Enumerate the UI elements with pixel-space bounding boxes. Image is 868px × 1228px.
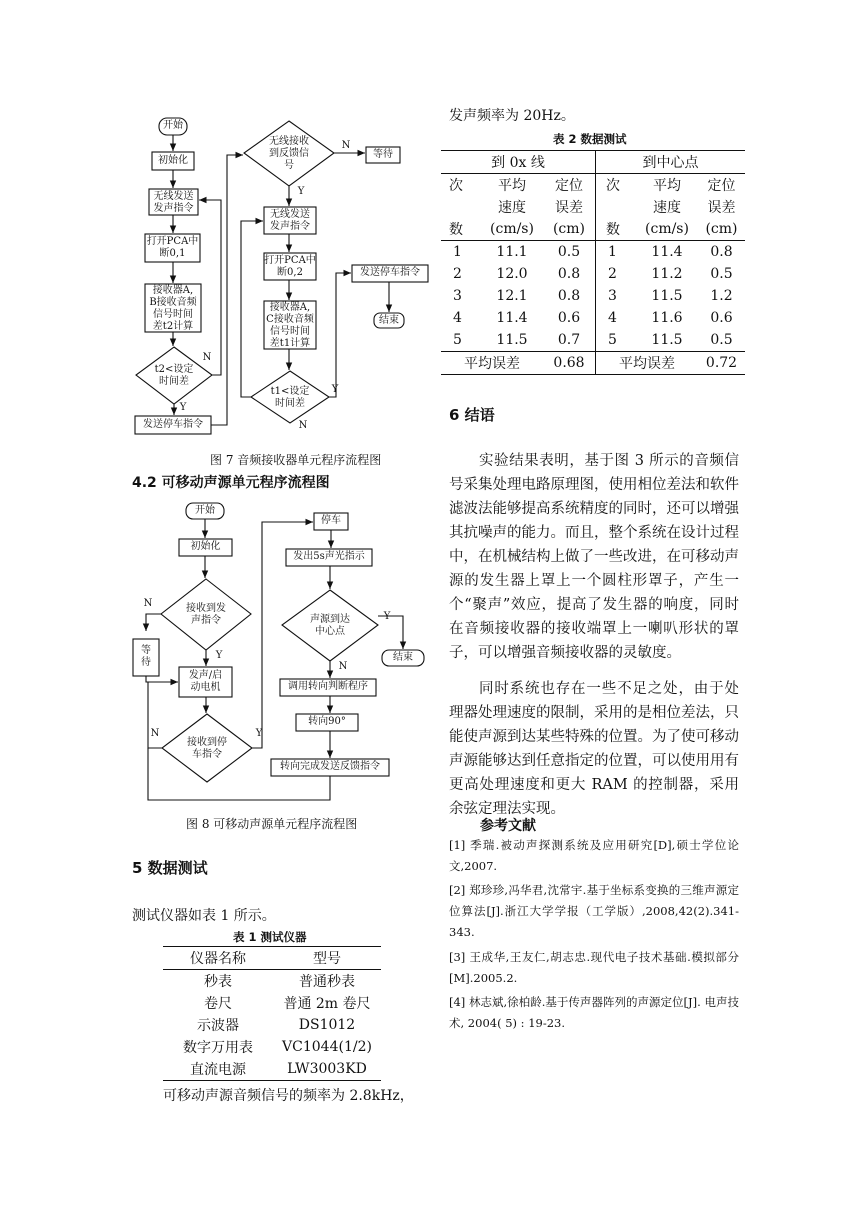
table-1-header: [163, 947, 381, 970]
table-2-subheader-cell: 平均: [498, 178, 526, 194]
table-2-subheader-cell: 数: [449, 222, 463, 238]
table-cell: DS1012: [298, 1017, 356, 1033]
table-cell: 数字万用表: [183, 1040, 253, 1056]
table-cell: 0.8: [710, 244, 733, 260]
table-2-subheader-cell: (cm): [543, 218, 596, 241]
table-2-subheader-cell: 平均: [653, 178, 681, 194]
table-row: [163, 1036, 381, 1058]
table-2-subheader: [441, 174, 745, 197]
table-1-header-cell: 型号: [313, 951, 341, 967]
table-cell: 0.8: [543, 285, 596, 307]
fig8-reach-cond: 声源到达 中心点: [310, 614, 350, 637]
table-row: [163, 970, 381, 993]
table-cell: 0.7: [543, 329, 596, 352]
table-cell: 1: [453, 244, 462, 260]
table-cell: 1: [608, 244, 617, 260]
fig7-recv-ac: 接收器A, C接收音频 信号时间 差t1计算: [266, 302, 314, 349]
table-cell: 3: [453, 288, 462, 304]
references-heading: 参考文献: [480, 818, 536, 834]
table-cell: 11.5: [496, 332, 528, 348]
section-5-paragraph-cont: 发声频率为 20Hz。: [449, 108, 575, 124]
fig7-n-label: N: [341, 140, 351, 151]
table-2-subheader-cell: 次: [606, 178, 620, 194]
table-2-avg-label: 平均误差: [464, 356, 520, 372]
fig8-recv-cond: 接收到发 声指令: [186, 603, 226, 626]
table-cell: 5: [608, 332, 617, 348]
reference-item: [2] 郑珍珍,冯华君,沈常宇.基于坐标系变换的三维声源定位算法[J].浙江大学学报（工学版）,2008,42(2).341-343.: [449, 883, 739, 939]
fig8-y-label: Y: [215, 650, 223, 661]
fig7-y-label: Y: [179, 402, 187, 413]
fig8-wait: 等 待: [141, 645, 151, 668]
table-2-subheader-cell: 速度: [653, 200, 681, 216]
table-2-subheader-cell: 速度: [498, 200, 526, 216]
table-cell: 普通秒表: [299, 974, 355, 990]
table-cell: 示波器: [197, 1018, 239, 1034]
fig7-pca01: 打开PCA中 断0,1: [146, 236, 199, 259]
table-2-subheader-cell: 数: [606, 222, 620, 238]
fig7-start: 开始: [163, 120, 183, 131]
table-cell: 1.2: [710, 288, 733, 304]
table-row: [441, 285, 745, 307]
fig7-t1-cond: t1<设定 时间差: [270, 386, 310, 409]
table-cell: 普通 2m 卷尺: [283, 996, 371, 1012]
table-2-subheader-cell: (cm/s): [490, 221, 534, 237]
fig8-start: 开始: [195, 505, 215, 516]
table-cell: 2: [608, 266, 617, 282]
table-cell: 11.2: [651, 266, 683, 282]
table-1: [163, 946, 381, 1081]
table-2-subheader-cell: 次: [449, 178, 463, 194]
fig7-stop: 发送停车指令: [143, 419, 203, 430]
table-cell: 11.5: [651, 332, 683, 348]
fig8-park: 停车: [321, 515, 341, 526]
table-cell: 秒表: [204, 974, 232, 990]
fig7-wait-cond: 无线接收 到反馈信 号: [269, 136, 309, 171]
table-cell: 直流电源: [190, 1062, 246, 1078]
fig8-n-label: N: [338, 661, 348, 672]
fig7-end: 结束: [379, 315, 399, 326]
section-4-2-heading: 4.2 可移动声源单元程序流程图: [132, 475, 330, 491]
table-2-subheader-cell: 误差: [707, 200, 736, 216]
fig8-n-label: N: [143, 598, 153, 609]
table-cell: 11.5: [651, 288, 683, 304]
fig7-pca02: 打开PCA中 断0,2: [264, 255, 316, 278]
fig8-signal: 发出5s声光指示: [293, 551, 365, 562]
fig8-sound-motor: 发声/启 动电机: [188, 670, 223, 693]
section-5-paragraph: 可移动声源音频信号的频率为 2.8kHz，: [163, 1088, 414, 1104]
table-2-group-2: 到中心点: [642, 155, 699, 171]
table-cell: 4: [608, 310, 617, 326]
fig7-recv-ab: 接收器A, B接收音频 信号时间 差t2计算: [149, 285, 197, 332]
table-cell: VC1044(1/2): [282, 1039, 372, 1055]
table-2-group-header: [441, 151, 745, 174]
table-1-header-cell: 仪器名称: [190, 951, 246, 967]
figure-7-caption: 图 7 音频接收器单元程序流程图: [210, 453, 382, 467]
section-6-heading: 6 结语: [449, 406, 495, 424]
fig8-end: 结束: [393, 652, 413, 663]
fig8-turn-prog: 调用转向判断程序: [288, 681, 368, 692]
table-cell: 11.4: [496, 310, 528, 326]
fig8-turn90: 转向90°: [308, 716, 346, 727]
figure-8: [0, 0, 440, 810]
table-cell: 11.4: [651, 244, 683, 260]
table-row: [441, 307, 745, 329]
reference-item: [1] 季瑞.被动声探测系统及应用研究[D],硕士学位论文,2007.: [449, 838, 739, 873]
fig8-y-label: Y: [255, 728, 263, 739]
table-cell: 11.6: [651, 310, 683, 326]
fig7-wait: 等待: [373, 149, 393, 160]
table-cell: 11.1: [496, 244, 528, 260]
fig7-t2-cond: t2<设定 时间差: [154, 364, 194, 387]
reference-item: [3] 王成华,王友仁,胡志忠.现代电子技术基础.模拟部分[M].2005.2.: [449, 950, 739, 985]
table-2-avg-label: 平均误差: [619, 356, 675, 372]
table-cell: 5: [453, 332, 462, 348]
fig8-y-label: Y: [383, 611, 391, 622]
fig7-y-label: Y: [331, 384, 339, 395]
table-2-subheader-cell: 定位: [543, 174, 596, 197]
table-2-subheader-cell: [441, 196, 481, 218]
table-2-subheader-cell: [596, 196, 637, 218]
table-2-caption: 表 2 数据测试: [553, 132, 627, 146]
table-row: [441, 263, 745, 285]
fig7-stop2: 发送停车指令: [360, 267, 420, 278]
table-2-avg-value: 0.68: [543, 352, 596, 375]
figure-8-caption: 图 8 可移动声源单元程序流程图: [186, 817, 358, 831]
table-cell: 0.6: [710, 310, 733, 326]
table-cell: 0.5: [710, 332, 733, 348]
table-cell: 12.0: [496, 266, 528, 282]
table-row: [163, 992, 381, 1014]
fig8-n-label: N: [150, 728, 160, 739]
table-2-subheader-cell: 误差: [543, 196, 596, 218]
table-row: [441, 329, 745, 352]
table-cell: 卷尺: [204, 996, 232, 1012]
table-2-subheader-cell: 定位: [707, 178, 736, 194]
table-cell: 0.5: [710, 266, 733, 282]
table-2-subheader-cell: (cm/s): [645, 221, 689, 237]
table-2-subheader: [441, 196, 745, 218]
fig7-y-label: Y: [297, 186, 305, 197]
fig7-n-label: N: [202, 352, 212, 363]
fig8-feedback: 转向完成发送反馈指令: [280, 761, 380, 772]
fig8-stop-cond: 接收到停 车指令: [187, 737, 227, 760]
table-2: [441, 150, 745, 375]
table-cell: 0.6: [543, 307, 596, 329]
table-2-avg-value: 0.72: [705, 355, 738, 371]
table-2-subheader-cell: (cm): [705, 221, 738, 237]
table-1-caption: 表 1 测试仪器: [233, 930, 307, 944]
fig7-n-label: N: [298, 420, 308, 431]
table-cell: 4: [453, 310, 462, 326]
table-cell: 2: [453, 266, 462, 282]
table-2-group-1: 到 0x 线: [441, 151, 596, 174]
table-row: [441, 241, 745, 264]
table-cell: 3: [608, 288, 617, 304]
section-5-intro: 测试仪器如表 1 所示。: [132, 908, 276, 924]
fig8-init: 初始化: [190, 541, 221, 552]
section-5-heading: 5 数据测试: [132, 859, 208, 877]
table-cell: 0.8: [543, 263, 596, 285]
table-cell: LW3003KD: [287, 1061, 367, 1077]
fig7-send2: 无线发送 发声指令: [270, 209, 310, 232]
reference-item: [4] 林志斌,徐柏龄.基于传声器阵列的声源定位[J]. 电声技术, 2004( 5) : 19-23.: [449, 995, 739, 1030]
fig7-init: 初始化: [158, 155, 188, 166]
section-6-paragraph-1: 实验结果表明，基于图 3 所示的音频信号采集处理电路原理图，使用相位差法和软件滤波法能够提高系统精度的同时，还可以增强其抗噪声的能力。而且，整个系统在设计过程中，在机械结构上做了一些改进，在可移动声源的发生器上罩上一个圆柱形罩子，产生一个“聚声”效应，提高了发生器的响度，同时在音频接收器的接收端罩上一喇叭形状的罩子，可以增强音频接收器的灵敏度。: [449, 453, 739, 661]
fig7-send1: 无线发送 发声指令: [153, 191, 194, 214]
table-row: [163, 1058, 381, 1081]
table-row: [163, 1014, 381, 1036]
table-cell: 0.5: [543, 241, 596, 264]
table-cell: 12.1: [496, 288, 528, 304]
table-2-avg-row: [441, 352, 745, 375]
table-2-subheader: [441, 218, 745, 241]
section-6-paragraph-2: 同时系统也存在一些不足之处，由于处理器处理速度的限制，采用的是相位差法，只能使声源到达某些特殊的位置。为了使可移动声源能够达到任意指定的位置，可以使用用有更高处理速度和更大 RAM 的控制器，采用余弦定理法实现。: [449, 681, 739, 817]
